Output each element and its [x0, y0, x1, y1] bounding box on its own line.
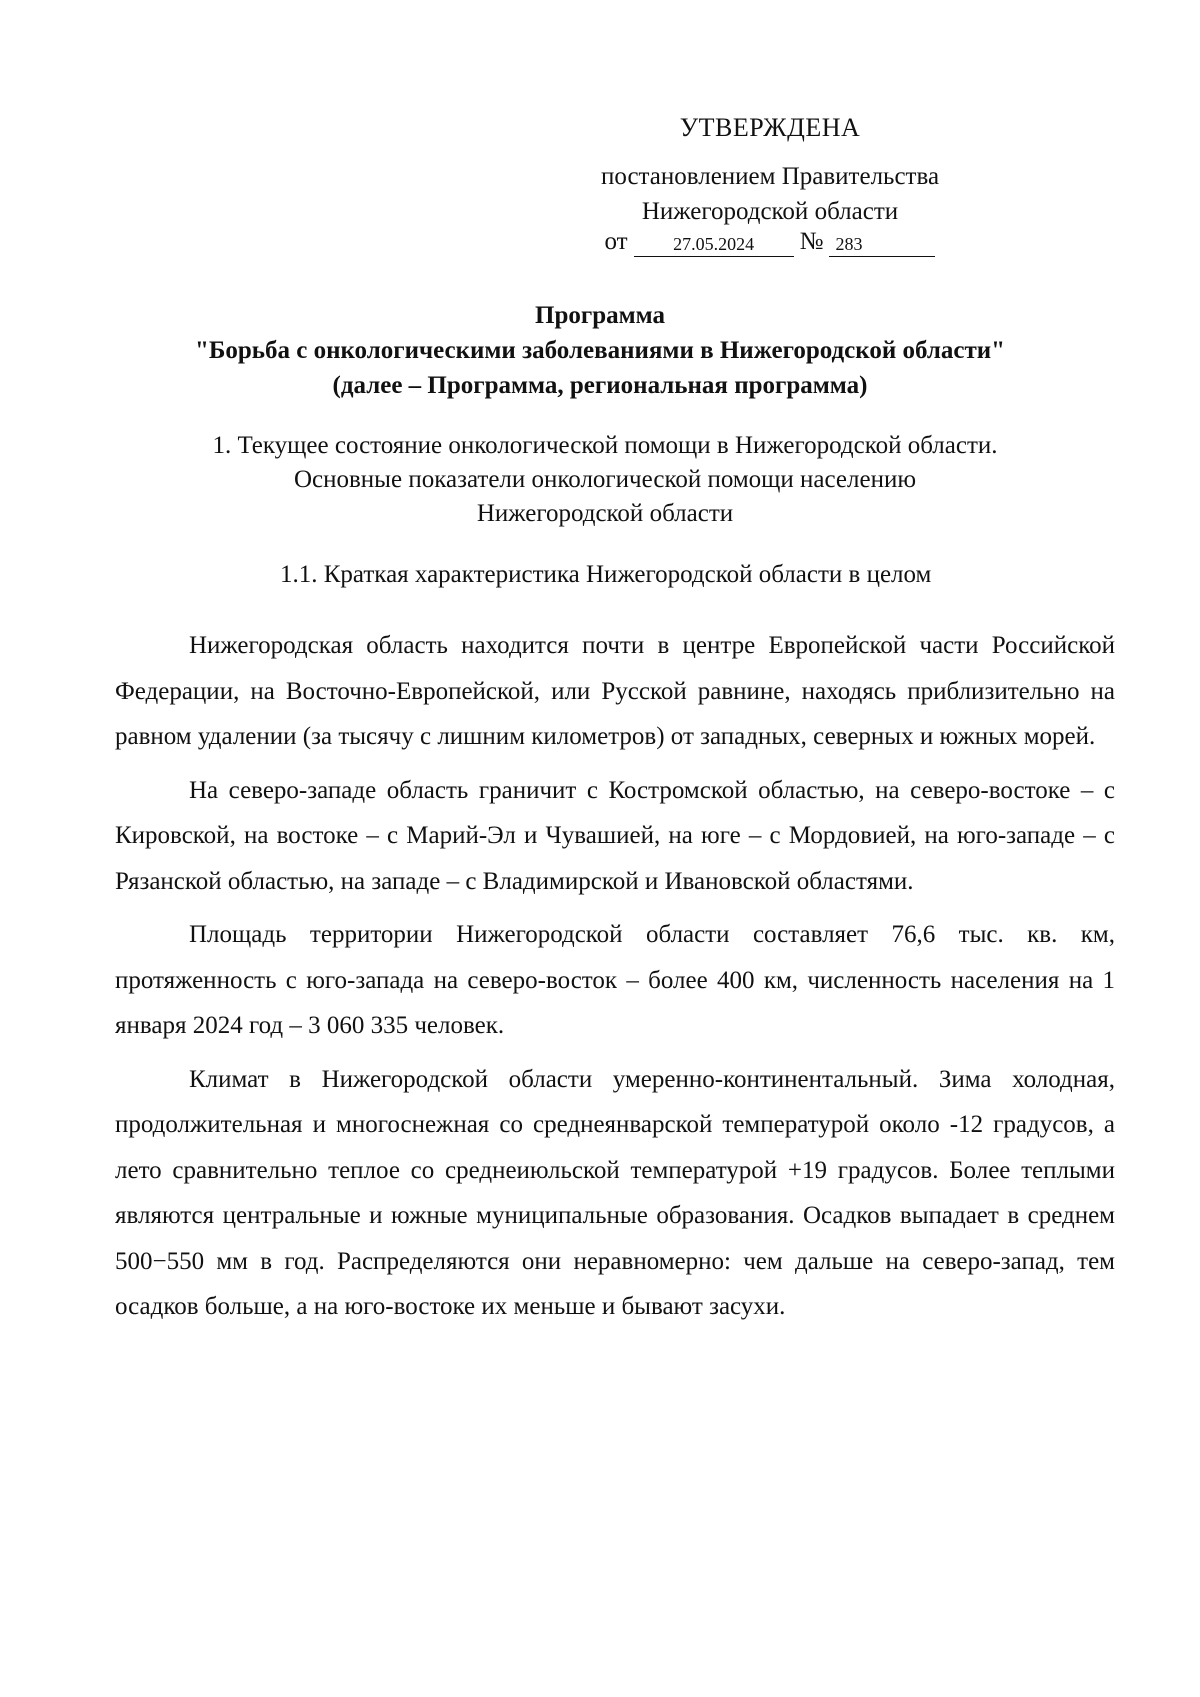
approval-line-1: постановлением Правительства — [600, 163, 940, 190]
paragraph-area-population: Площадь территории Нижегородской области составляет 76,6 тыс. кв. км, протяженность с юго-запада на северо-восток – более 400 км, численность населения на 1 января 2024 год – 3 060 335 человек. — [115, 921, 1115, 1039]
section-1-heading-line-3: Нижегородской области — [476, 500, 734, 527]
paragraph-location: Нижегородская область находится почти в центре Европейской части Российской Федерации, на Восточно-Европейской, или Русской равнине, находясь приблизительно на равном удалении (за тысячу с лишним километров) от западных, северных и южных морей. — [115, 632, 1115, 750]
program-title-line-1: Программа — [535, 302, 665, 329]
approval-block — [560, 110, 980, 257]
number-sign: № — [799, 228, 824, 255]
section-1-heading — [140, 429, 1070, 531]
subsection-1-1-heading: 1.1. Краткая характеристика Нижегородской области в целом — [280, 561, 932, 588]
section-1-heading-line-2: Основные показатели онкологической помощи населению — [293, 466, 917, 493]
body-text — [115, 623, 1115, 1338]
date-prefix: от — [604, 228, 628, 255]
section-1-heading-line-1: 1. Текущее состояние онкологической помощи в Нижегородской области. — [212, 432, 998, 459]
approved-stamp-text: УТВЕРЖДЕНА — [679, 113, 861, 142]
program-title — [115, 298, 1085, 403]
resolution-number: 283 — [829, 232, 935, 257]
program-title-line-2: "Борьба с онкологическими заболеваниями в Нижегородской области" — [194, 337, 1006, 364]
resolution-details — [560, 227, 980, 257]
paragraph-climate: Климат в Нижегородской области умеренно-континентальный. Зима холодная, продолжительная и многоснежная со среднеянварской температурой около -12 градусов, а лето сравнительно теплое со среднеиюльской температурой +19 градусов. Более теплыми являются центральные и южные муниципальные образования. Осадков выпадает в среднем 500−550 мм в год. Распределяются они неравномерно: чем дальше на северо-запад, тем осадков больше, а на юго-востоке их меньше и бывают засухи. — [115, 1065, 1115, 1320]
paragraph-borders: На северо-западе область граничит с Костромской областью, на северо-востоке – с Кировской, на востоке – с Марий-Эл и Чувашией, на юге – с Мордовией, на юго-западе – с Рязанской областью, на западе – с Владимирской и Ивановской областями. — [115, 776, 1115, 895]
resolution-date: 27.05.2024 — [634, 232, 794, 257]
program-title-line-3: (далее – Программа, региональная программа) — [332, 372, 868, 399]
approval-line-2: Нижегородской области — [641, 198, 899, 225]
